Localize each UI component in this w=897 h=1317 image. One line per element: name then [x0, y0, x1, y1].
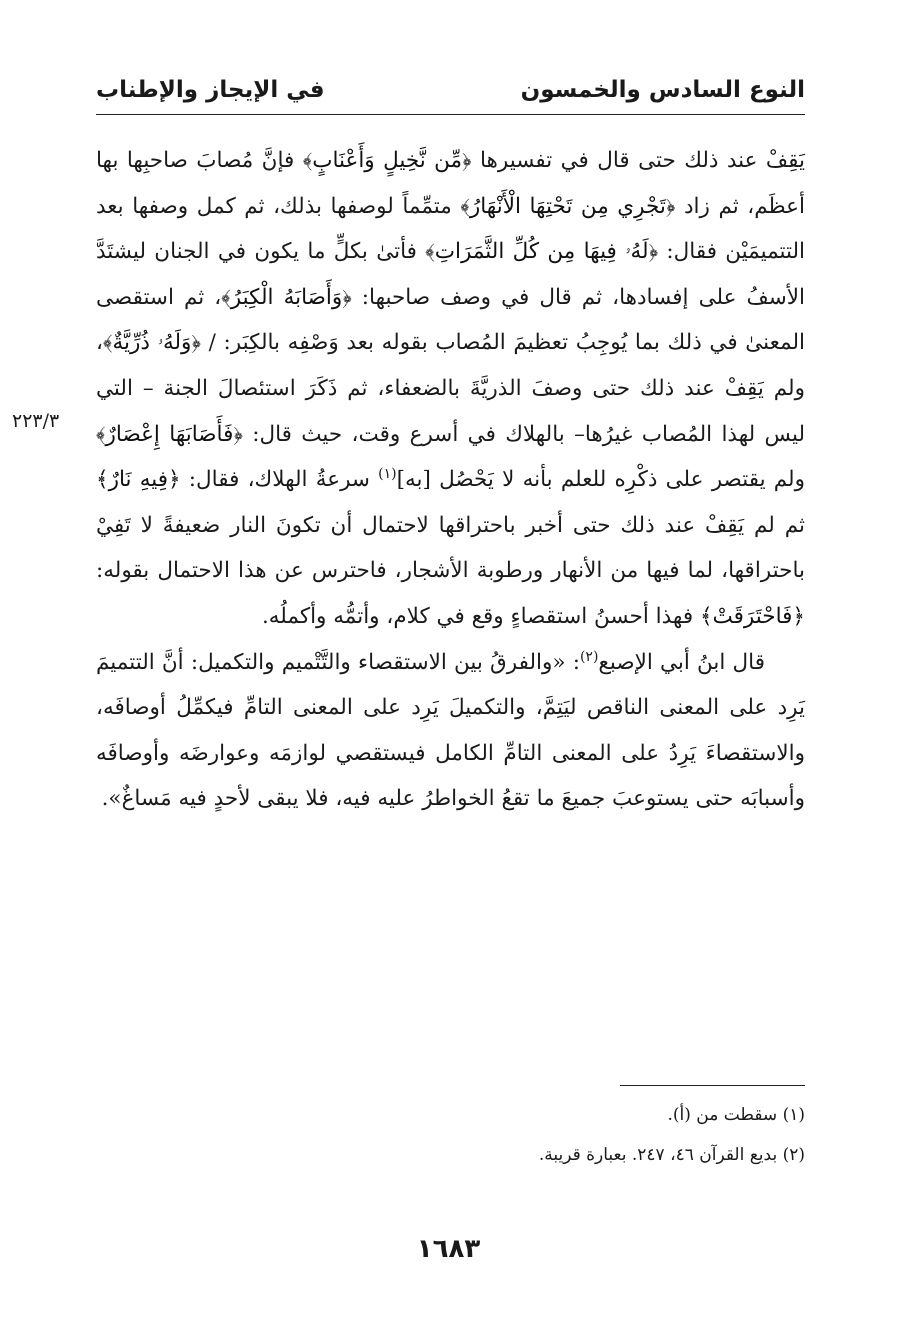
- footnote-ref: (١): [378, 466, 397, 482]
- text-run: ولم يقتصر على ذكْرِه للعلم بأنه لا يَحْصُل [به]: [396, 467, 805, 493]
- quran-verse: ﴿لَهُۥ فِيهَا مِن كُلِّ الثَّمَرَاتِ﴾: [425, 239, 659, 265]
- text-run: فإنَّ مُصابَ صاحبِها بها أعظَم، ثم زاد: [96, 148, 805, 219]
- quran-verse: ﴿فَاحْتَرَقَتْ﴾: [699, 603, 805, 629]
- quran-verse: ﴿مِّن نَّخِيلٍ وَأَعْنَابٍ﴾: [302, 148, 472, 173]
- page-number: ١٦٨٣: [416, 1234, 481, 1264]
- margin-page-reference: ٢٢٣/٣: [12, 410, 60, 432]
- footnote-divider: [620, 1085, 805, 1086]
- section-title: في الإيجاز والإطناب: [96, 77, 325, 103]
- text-run: : «والفرقُ بين الاستقصاء والتَّتْميم والتكميل: أنَّ التتميمَ يَرِد على المعنى الناقص ليَتِمَّ، والتكميلَ يَرِد على المعنى التامِّ فيكمِّلُ أوصافَه، والاستقصاءَ يَرِدُ على المعنى التامِّ الكامل فيستقصي لوازمَه وعوارضَه وأوصافَه وأسبابَه حتى يستوعبَ جميعَ ما تقعُ الخواطرُ عليه فيه، فلا يبقى لأحدٍ فيه مَساغٌ».: [96, 649, 805, 812]
- text-run: يَقِفْ عند ذلك حتى قال في تفسيرها: [471, 148, 805, 173]
- quran-verse: ﴿فَأَصَابَهَا إِعْصَارٌ﴾: [96, 421, 243, 447]
- text-run: ، ولم يَقِفْ عند ذلك حتى وصفَ الذريَّةَ بالضعفاء، ثم ذَكَرَ استئصالَ الجنة – التي ليس لهذا المُصاب غيرُها– بالهلاك في أسرع وقت، حيث قال:: [96, 330, 805, 447]
- paragraph: [96, 640, 805, 822]
- footnote: (٢) بديع القرآن ٤٦، ٢٤٧. بعبارة قريبة.: [538, 1145, 805, 1165]
- quran-verse: ﴿تَجْرِي مِن تَحْتِهَا الْأَنْهَارُ﴾: [460, 193, 676, 219]
- footnote-ref: (٢): [579, 648, 599, 665]
- text-run: ، ثم استقصى المعنىٰ في ذلك بما يُوجِبُ تعظيمَ المُصاب بقوله بعد وَصْفِه بالكِبَر: /: [96, 284, 805, 356]
- quran-verse: ﴿وَأَصَابَهُ الْكِبَرُ﴾: [221, 284, 352, 310]
- footnote: (١) سقطت من (أ).: [667, 1105, 805, 1125]
- header-divider: [96, 114, 805, 115]
- text-run: فهذا أحسنُ استقصاءٍ وقع في كلام، وأتمُّه وأكملُه.: [261, 603, 700, 629]
- quran-verse: ﴿فِيهِ نَارٌ﴾: [96, 467, 181, 493]
- footnotes: [96, 1095, 805, 1175]
- chapter-title: النوع السادس والخمسون: [520, 77, 805, 103]
- paragraph: [96, 138, 805, 640]
- text-run: فأتىٰ بكلٍّ ما يكون في الجنان ليشتَدَّ الأسفُ على إفسادها، ثم قال في وصف صاحبها:: [96, 239, 805, 310]
- quran-verse: ﴿وَلَهُۥ ذُرِّيَّةٌ﴾: [102, 330, 201, 356]
- text-run: سرعةُ الهلاك، فقال:: [180, 467, 379, 493]
- text-run: قال ابنُ أبي الإصبع: [598, 649, 765, 675]
- main-text: [96, 138, 805, 822]
- running-header: [96, 70, 805, 110]
- text-run: ثم لم يَقِفْ عند ذلك حتى أخبر باحتراقها لاحتمال أن تكونَ النار ضعيفةً لا تَفِيْ باحتراقها، لما فيها من الأنهار ورطوبة الأشجار، فاحترس عن هذا الاحتمال بقوله:: [96, 512, 805, 584]
- text-run: متمِّماً لوصفها بذلك، ثم كمل وصفها بعد التتميمَيْن فقال:: [96, 193, 806, 265]
